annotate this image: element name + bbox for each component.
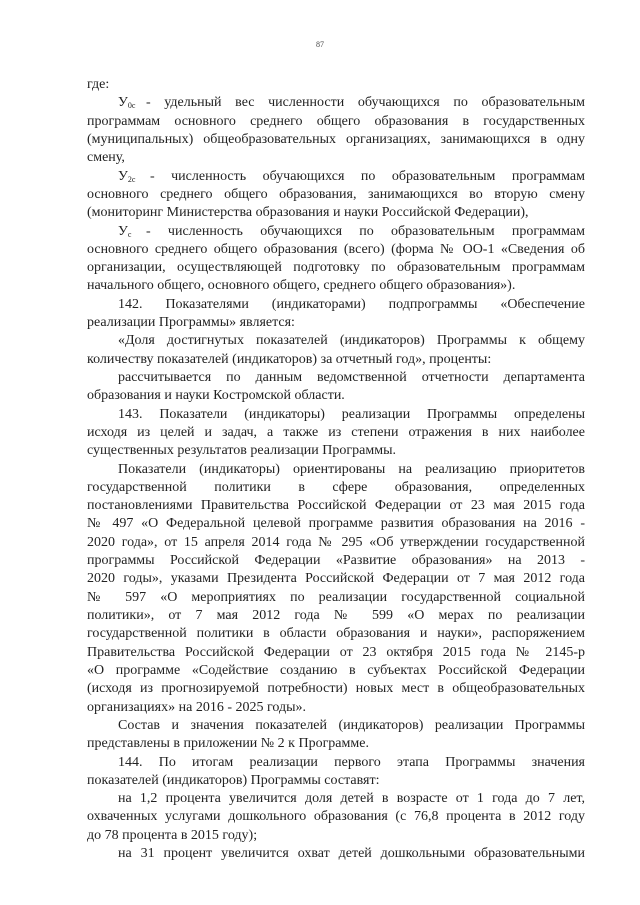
text-line: начального общего, основного общего, среднего общего образования»). [87,278,516,294]
paragraph-143-line: 143. Показатели (индикаторы) реализации Программы определены [118,406,585,422]
text-line: (мониторинг Министерства образования и науки Российской Федерации), [87,205,529,221]
text-line: Показатели (индикаторы) ориентированы на реализацию приоритетов [118,461,585,477]
text-line: «Доля достигнутых показателей (индикаторов) Программы к общему [118,333,585,349]
text-line: до 78 процента в 2015 году); [87,827,258,843]
text-line: - численность обучающихся по образовательным программам [146,223,585,239]
text-line: 2020 года», от 15 апреля 2014 года № 295 «Об утверждении государственной [87,534,585,550]
gde-label: где: [87,77,110,92]
text-line: - численность обучающихся по образовательным программам [150,168,585,184]
paragraph-144-line: 144. По итогам реализации первого этапа Программы значения [118,754,585,770]
text-line: программам основного среднего общего образования в государственных [87,113,585,129]
text-line: рассчитывается по данным ведомственной отчетности департамента [118,370,585,385]
text-line: существенных результатов реализации Программы. [87,443,396,459]
text-line: государственной политики в сфере образования, определенных [87,479,585,495]
text-line: показателей (индикаторов) Программы составят: [87,772,380,788]
text-line: 2020 годы», указами Президента Российской Федерации от 7 мая 2012 года [87,571,585,587]
text-line: (муниципальных) общеобразовательных организациях, занимающихся в одну [87,131,585,147]
paragraph-142-line: 142. Показателями (индикаторами) подпрограммы «Обеспечение [118,296,585,312]
text-line: № 497 «О Федеральной целевой программе развития образования на 2016 - [87,516,585,532]
text-line: № 597 «О мероприятиях по реализации государственной социальной [87,589,585,605]
text-line: организации, осуществляющей подготовку по образовательным программам [87,260,585,276]
text-line: образования и науки Костромской области. [87,388,345,404]
text-line: основного среднего общего образования (всего) (форма № ОО-1 «Сведения об [87,241,585,257]
text-line: охваченных услугами дошкольного образования (с 76,8 процента в 2012 году [87,809,585,825]
text-line: - удельный вес численности обучающихся по образовательным [146,95,585,111]
text-line: политики», от 7 мая 2012 года № 599 «О мерах по реализации [87,608,585,623]
text-line: на 1,2 процента увеличится доля детей в возрасте от 1 года до 7 лет, [118,791,585,807]
text-line: «О программе «Содействие созданию в субъектах Российской Федерации [87,662,585,678]
text-line: представлены в приложении № 2 к Программе. [87,736,369,752]
text-line: Состав и значения показателей (индикаторов) реализации Программы [118,717,585,733]
page-number: 87 [316,40,324,49]
text-line: государственной политики в области образования и науки», распоряжением [87,626,585,642]
text-line: (исходя из прогнозируемой потребности) новых мест в общеобразовательных [87,681,585,697]
text-line: программы Российской Федерации «Развитие образования» на 2013 - [87,553,585,568]
symbol-u0c: $У_{0с}$ [118,95,136,111]
text-line: исходя из целей и задач, а также из степени отражения в них наиболее [87,424,585,440]
text-line: основного среднего общего образования, занимающихся во вторую смену [87,186,585,202]
text-line: реализации Программы» является: [87,315,295,330]
symbol-uc: $У_с$ [118,223,132,239]
text-line: смену, [87,150,125,166]
symbol-u2c: $У_{2с}$ [118,168,136,184]
text-line: на 31 процент увеличится охват детей дошкольными образовательными [118,846,585,861]
text-line: количеству показателей (индикаторов) за отчетный год», проценты: [87,351,492,367]
text-line: Правительства Российской Федерации от 23 октября 2015 года № 2145-р [87,644,585,660]
text-line: постановлениями Правительства Российской Федерации от 23 мая 2015 года [87,498,585,514]
text-line: организациях» на 2016 - 2025 годы». [87,699,306,715]
